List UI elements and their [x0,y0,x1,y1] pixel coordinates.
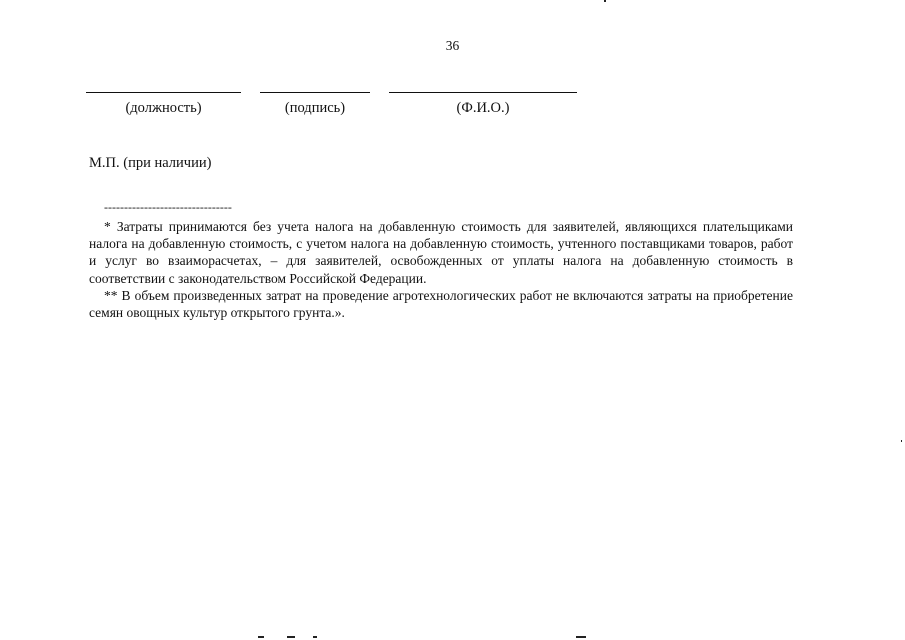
signature-line [260,92,370,93]
scan-artifact-bottom-2 [287,636,295,638]
position-line [86,92,241,93]
scan-artifact-bottom-1 [258,636,264,638]
scan-artifact-bottom-3 [313,636,317,638]
footnote-separator: -------------------------------- [104,200,232,214]
scan-artifact-right [901,440,902,442]
name-label: (Ф.И.О.) [456,100,510,116]
scan-artifact-top [604,0,606,2]
scan-artifact-bottom-4 [576,636,586,638]
footnote-seeds: ** В объем произведенных затрат на проведение агротехнологических работ не включаются затраты на приобретение семян овощных культур открытого грунта.». [89,287,793,321]
name-line [389,92,577,93]
signature-label: (подпись) [284,100,346,116]
footnotes [89,218,793,321]
stamp-place: М.П. (при наличии) [89,155,212,171]
footnote-vat: * Затраты принимаются без учета налога на добавленную стоимость для заявителей, являющихся плательщиками налога на добавленную стоимость, с учетом налога на добавленную стоимость, учтенного поставщиками товаров, работ и услуг во взаиморасчетах, – для заявителей, освобожденных от уплаты налога на добавленную стоимость в соответствии с законодательством Российской Федерации. [89,219,793,286]
position-label: (должность) [125,100,202,116]
page-number: 36 [445,38,460,53]
